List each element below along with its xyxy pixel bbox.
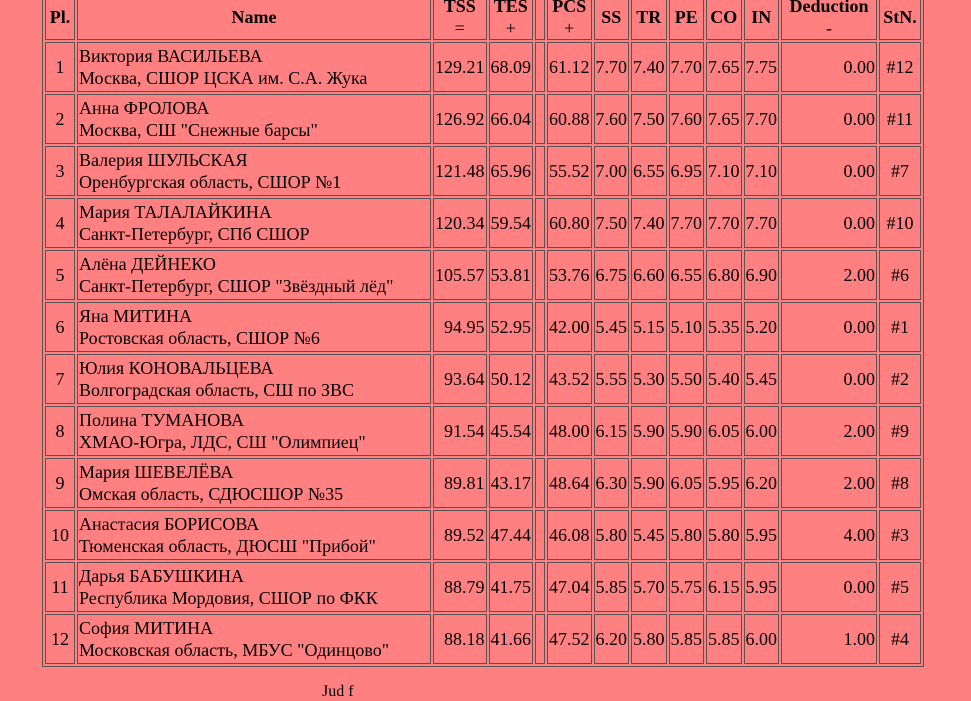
header-deduction-sign: - <box>826 18 832 38</box>
gap-cell <box>535 510 545 560</box>
start-number-cell: #11 <box>879 94 921 144</box>
header-pe: PE <box>669 0 705 40</box>
table-row <box>45 146 921 196</box>
ss-cell: 7.50 <box>594 198 630 248</box>
pcs-cell: 60.80 <box>547 198 592 248</box>
co-cell: 6.15 <box>706 562 742 612</box>
ss-cell: 6.75 <box>594 250 630 300</box>
results-table <box>42 0 924 667</box>
skater-club: Омская область, СДЮСШОР №35 <box>79 484 344 504</box>
skater-club: Санкт-Петербург, СПб СШОР <box>79 224 310 244</box>
co-cell: 5.35 <box>706 302 742 352</box>
place-cell: 4 <box>45 198 75 248</box>
skater-club: Тюменская область, ДЮСШ "Прибой" <box>79 536 376 556</box>
ss-cell: 7.60 <box>594 94 630 144</box>
start-number-cell: #5 <box>879 562 921 612</box>
pe-cell: 6.05 <box>669 458 705 508</box>
gap-cell <box>535 146 545 196</box>
co-cell: 6.05 <box>706 406 742 456</box>
header-pcs-label: PCS <box>552 0 587 16</box>
tss-cell: 88.79 <box>433 562 487 612</box>
gap-cell <box>535 94 545 144</box>
tes-cell: 41.75 <box>489 562 534 612</box>
tes-cell: 66.04 <box>489 94 534 144</box>
skater-name: Валерия ШУЛЬСКАЯ <box>79 150 248 170</box>
header-ss: SS <box>594 0 630 40</box>
skater-name: Мария ТАЛАЛАЙКИНА <box>79 202 272 222</box>
gap-cell <box>535 562 545 612</box>
co-cell: 7.65 <box>706 42 742 92</box>
ss-cell: 6.15 <box>594 406 630 456</box>
place-cell: 12 <box>45 614 75 664</box>
start-number-cell: #1 <box>879 302 921 352</box>
skater-club: Республика Мордовия, СШОР по ФКК <box>79 588 378 608</box>
tes-cell: 43.17 <box>489 458 534 508</box>
skater-name: Анна ФРОЛОВА <box>79 98 210 118</box>
pcs-cell: 47.52 <box>547 614 592 664</box>
table-row <box>45 42 921 92</box>
deduction-cell: 0.00 <box>781 198 877 248</box>
co-cell: 6.80 <box>706 250 742 300</box>
header-stn: StN. <box>879 0 921 40</box>
tr-cell: 6.60 <box>631 250 667 300</box>
header-pcs <box>547 0 592 40</box>
header-tes-sign: + <box>505 18 516 38</box>
skater-name: Юлия КОНОВАЛЬЦЕВА <box>79 358 274 378</box>
tes-cell: 68.09 <box>489 42 534 92</box>
tes-cell: 59.54 <box>489 198 534 248</box>
tss-cell: 105.57 <box>433 250 487 300</box>
pe-cell: 6.95 <box>669 146 705 196</box>
skater-club: Москва, СШ "Снежные барсы" <box>79 120 318 140</box>
table-row <box>45 302 921 352</box>
in-cell: 7.75 <box>744 42 780 92</box>
tes-cell: 41.66 <box>489 614 534 664</box>
tes-cell: 45.54 <box>489 406 534 456</box>
ss-cell: 5.85 <box>594 562 630 612</box>
pcs-cell: 48.00 <box>547 406 592 456</box>
header-name: Name <box>77 0 431 40</box>
tss-cell: 94.95 <box>433 302 487 352</box>
pcs-cell: 42.00 <box>547 302 592 352</box>
place-cell: 6 <box>45 302 75 352</box>
deduction-cell: 0.00 <box>781 562 877 612</box>
table-row <box>45 94 921 144</box>
co-cell: 7.65 <box>706 94 742 144</box>
header-tes <box>489 0 534 40</box>
place-cell: 10 <box>45 510 75 560</box>
tr-cell: 5.45 <box>631 510 667 560</box>
name-cell <box>77 614 431 664</box>
co-cell: 5.95 <box>706 458 742 508</box>
start-number-cell: #7 <box>879 146 921 196</box>
pcs-cell: 46.08 <box>547 510 592 560</box>
start-number-cell: #3 <box>879 510 921 560</box>
in-cell: 7.70 <box>744 198 780 248</box>
name-cell <box>77 42 431 92</box>
table-row <box>45 458 921 508</box>
pe-cell: 5.90 <box>669 406 705 456</box>
in-cell: 5.95 <box>744 562 780 612</box>
deduction-cell: 0.00 <box>781 302 877 352</box>
tss-cell: 120.34 <box>433 198 487 248</box>
header-deduction <box>781 0 877 40</box>
skater-club: Оренбургская область, СШОР №1 <box>79 172 342 192</box>
ss-cell: 7.70 <box>594 42 630 92</box>
header-co: CO <box>706 0 742 40</box>
header-tss <box>433 0 487 40</box>
header-in: IN <box>744 0 780 40</box>
gap-cell <box>535 302 545 352</box>
pe-cell: 5.80 <box>669 510 705 560</box>
tss-cell: 89.52 <box>433 510 487 560</box>
co-cell: 5.40 <box>706 354 742 404</box>
gap-cell <box>535 354 545 404</box>
deduction-cell: 0.00 <box>781 42 877 92</box>
pcs-cell: 53.76 <box>547 250 592 300</box>
pcs-cell: 60.88 <box>547 94 592 144</box>
pcs-cell: 61.12 <box>547 42 592 92</box>
co-cell: 5.80 <box>706 510 742 560</box>
in-cell: 6.90 <box>744 250 780 300</box>
table-row <box>45 198 921 248</box>
deduction-cell: 4.00 <box>781 510 877 560</box>
deduction-cell: 2.00 <box>781 250 877 300</box>
pe-cell: 5.75 <box>669 562 705 612</box>
skater-name: Полина ТУМАНОВА <box>79 410 245 430</box>
pe-cell: 7.60 <box>669 94 705 144</box>
in-cell: 5.45 <box>744 354 780 404</box>
in-cell: 5.20 <box>744 302 780 352</box>
ss-cell: 5.80 <box>594 510 630 560</box>
pe-cell: 5.50 <box>669 354 705 404</box>
tss-cell: 88.18 <box>433 614 487 664</box>
deduction-cell: 0.00 <box>781 146 877 196</box>
tes-cell: 47.44 <box>489 510 534 560</box>
results-body <box>45 42 921 664</box>
pe-cell: 5.10 <box>669 302 705 352</box>
skater-name: Яна МИТИНА <box>79 306 193 326</box>
skater-club: Волгоградская область, СШ по ЗВС <box>79 380 355 400</box>
skater-name: Анастасия БОРИСОВА <box>79 514 260 534</box>
skater-club: Москва, СШОР ЦСКА им. С.А. Жука <box>79 68 368 88</box>
co-cell: 7.10 <box>706 146 742 196</box>
tss-cell: 126.92 <box>433 94 487 144</box>
in-cell: 5.95 <box>744 510 780 560</box>
place-cell: 9 <box>45 458 75 508</box>
ss-cell: 6.20 <box>594 614 630 664</box>
start-number-cell: #12 <box>879 42 921 92</box>
skater-name: София МИТИНА <box>79 618 214 638</box>
gap-cell <box>535 250 545 300</box>
tr-cell: 7.50 <box>631 94 667 144</box>
gap-cell <box>535 198 545 248</box>
name-cell <box>77 94 431 144</box>
header-row <box>45 0 921 40</box>
tr-cell: 7.40 <box>631 198 667 248</box>
tr-cell: 5.30 <box>631 354 667 404</box>
header-tes-label: TES <box>493 0 528 16</box>
place-cell: 1 <box>45 42 75 92</box>
in-cell: 7.70 <box>744 94 780 144</box>
gap-cell <box>535 406 545 456</box>
place-cell: 5 <box>45 250 75 300</box>
skater-club: Санкт-Петербург, СШОР "Звёздный лёд" <box>79 276 394 296</box>
skater-club: Московская область, МБУС "Одинцово" <box>79 640 390 660</box>
tr-cell: 5.90 <box>631 458 667 508</box>
header-tss-label: TSS <box>443 0 476 16</box>
header-tss-sign: = <box>454 18 465 38</box>
in-cell: 7.10 <box>744 146 780 196</box>
name-cell <box>77 250 431 300</box>
pcs-cell: 43.52 <box>547 354 592 404</box>
tss-cell: 91.54 <box>433 406 487 456</box>
pe-cell: 7.70 <box>669 198 705 248</box>
name-cell <box>77 458 431 508</box>
pcs-cell: 48.64 <box>547 458 592 508</box>
gap-cell <box>535 458 545 508</box>
place-cell: 7 <box>45 354 75 404</box>
tr-cell: 6.55 <box>631 146 667 196</box>
table-row <box>45 250 921 300</box>
table-row <box>45 562 921 612</box>
ss-cell: 7.00 <box>594 146 630 196</box>
start-number-cell: #10 <box>879 198 921 248</box>
ss-cell: 6.30 <box>594 458 630 508</box>
header-pcs-sign: + <box>564 18 575 38</box>
pe-cell: 6.55 <box>669 250 705 300</box>
tss-cell: 121.48 <box>433 146 487 196</box>
tss-cell: 89.81 <box>433 458 487 508</box>
tr-cell: 5.15 <box>631 302 667 352</box>
name-cell <box>77 198 431 248</box>
deduction-cell: 0.00 <box>781 94 877 144</box>
tes-cell: 65.96 <box>489 146 534 196</box>
pe-cell: 5.85 <box>669 614 705 664</box>
tss-cell: 93.64 <box>433 354 487 404</box>
name-cell <box>77 302 431 352</box>
tr-cell: 5.90 <box>631 406 667 456</box>
deduction-cell: 1.00 <box>781 614 877 664</box>
tes-cell: 50.12 <box>489 354 534 404</box>
skater-name: Мария ШЕВЕЛЁВА <box>79 462 234 482</box>
header-tr: TR <box>631 0 667 40</box>
in-cell: 6.00 <box>744 406 780 456</box>
footer-text: Jud f <box>322 683 354 700</box>
skater-name: Дарья БАБУШКИНА <box>79 566 244 586</box>
deduction-cell: 2.00 <box>781 458 877 508</box>
tr-cell: 7.40 <box>631 42 667 92</box>
ss-cell: 5.55 <box>594 354 630 404</box>
skater-club: ХМАО-Югра, ЛДС, СШ "Олимпиец" <box>79 432 366 452</box>
in-cell: 6.20 <box>744 458 780 508</box>
tss-cell: 129.21 <box>433 42 487 92</box>
deduction-cell: 0.00 <box>781 354 877 404</box>
place-cell: 11 <box>45 562 75 612</box>
place-cell: 8 <box>45 406 75 456</box>
skater-club: Ростовская область, СШОР №6 <box>79 328 320 348</box>
name-cell <box>77 354 431 404</box>
header-pl: Pl. <box>45 0 75 40</box>
place-cell: 3 <box>45 146 75 196</box>
tes-cell: 53.81 <box>489 250 534 300</box>
skater-name: Алёна ДЕЙНЕКО <box>79 254 216 274</box>
tes-cell: 52.95 <box>489 302 534 352</box>
start-number-cell: #4 <box>879 614 921 664</box>
skater-name: Виктория ВАСИЛЬЕВА <box>79 46 263 66</box>
co-cell: 7.70 <box>706 198 742 248</box>
name-cell <box>77 510 431 560</box>
gap-cell <box>535 614 545 664</box>
start-number-cell: #9 <box>879 406 921 456</box>
name-cell <box>77 146 431 196</box>
name-cell <box>77 406 431 456</box>
gap-cell <box>535 42 545 92</box>
name-cell <box>77 562 431 612</box>
place-cell: 2 <box>45 94 75 144</box>
ss-cell: 5.45 <box>594 302 630 352</box>
co-cell: 5.85 <box>706 614 742 664</box>
pcs-cell: 47.04 <box>547 562 592 612</box>
deduction-cell: 2.00 <box>781 406 877 456</box>
table-row <box>45 614 921 664</box>
table-row <box>45 354 921 404</box>
header-deduction-label: Deduction <box>789 0 869 16</box>
start-number-cell: #8 <box>879 458 921 508</box>
header-gap <box>535 0 545 40</box>
in-cell: 6.00 <box>744 614 780 664</box>
pe-cell: 7.70 <box>669 42 705 92</box>
tr-cell: 5.70 <box>631 562 667 612</box>
table-row <box>45 510 921 560</box>
table-row <box>45 406 921 456</box>
start-number-cell: #2 <box>879 354 921 404</box>
pcs-cell: 55.52 <box>547 146 592 196</box>
start-number-cell: #6 <box>879 250 921 300</box>
tr-cell: 5.80 <box>631 614 667 664</box>
